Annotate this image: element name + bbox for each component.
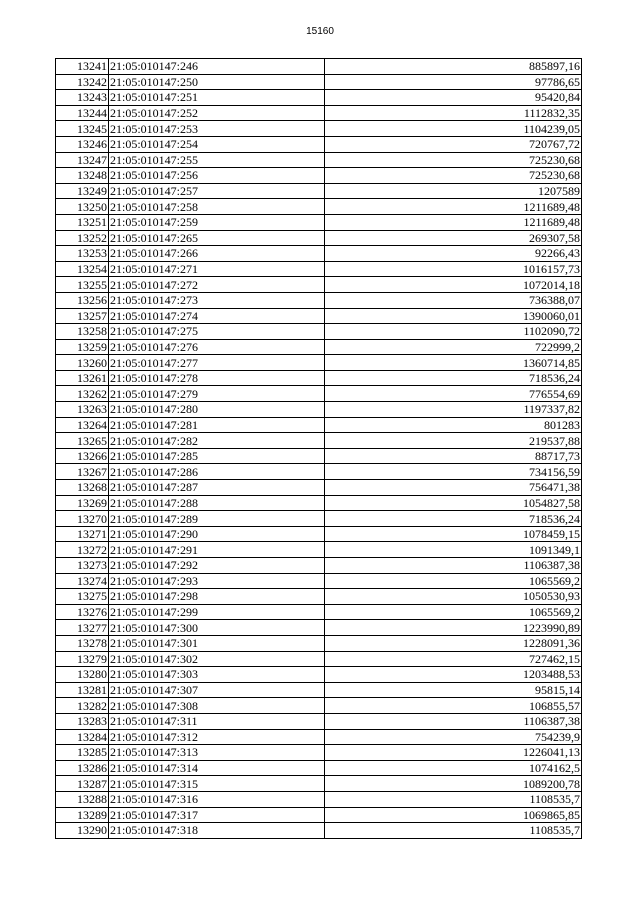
cadastral-number-cell: 21:05:010147:318 <box>109 823 325 839</box>
cadastral-value-cell: 1207589 <box>325 183 582 199</box>
cadastral-number-cell: 21:05:010147:303 <box>109 667 325 683</box>
cadastral-number-cell: 21:05:010147:252 <box>109 105 325 121</box>
cadastral-number-cell: 21:05:010147:251 <box>109 90 325 106</box>
cadastral-number-cell: 21:05:010147:286 <box>109 464 325 480</box>
row-number-cell: 13251 <box>56 214 109 230</box>
table-row <box>56 542 582 558</box>
table-row <box>56 745 582 761</box>
cadastral-value-cell: 1228091,36 <box>325 635 582 651</box>
table-row <box>56 261 582 277</box>
cadastral-number-cell: 21:05:010147:312 <box>109 729 325 745</box>
cadastral-value-cell: 727462,15 <box>325 651 582 667</box>
cadastral-value-cell: 1203488,53 <box>325 667 582 683</box>
cadastral-value-cell: 1050530,93 <box>325 589 582 605</box>
table-row <box>56 511 582 527</box>
cadastral-value-cell: 718536,24 <box>325 511 582 527</box>
table-row <box>56 402 582 418</box>
cadastral-number-cell: 21:05:010147:287 <box>109 480 325 496</box>
table-row <box>56 760 582 776</box>
table-row <box>56 698 582 714</box>
cadastral-value-cell: 1108535,7 <box>325 823 582 839</box>
cadastral-number-cell: 21:05:010147:250 <box>109 74 325 90</box>
cadastral-value-cell: 1069865,85 <box>325 807 582 823</box>
cadastral-number-cell: 21:05:010147:257 <box>109 183 325 199</box>
table-row <box>56 339 582 355</box>
row-number-cell: 13276 <box>56 604 109 620</box>
cadastral-value-cell: 1016157,73 <box>325 261 582 277</box>
cadastral-value-cell: 219537,88 <box>325 433 582 449</box>
cadastral-number-cell: 21:05:010147:317 <box>109 807 325 823</box>
cadastral-value-cell: 801283 <box>325 417 582 433</box>
table-row <box>56 370 582 386</box>
table-row <box>56 651 582 667</box>
row-number-cell: 13274 <box>56 573 109 589</box>
cadastral-number-cell: 21:05:010147:282 <box>109 433 325 449</box>
row-number-cell: 13261 <box>56 370 109 386</box>
cadastral-value-cell: 1072014,18 <box>325 277 582 293</box>
cadastral-number-cell: 21:05:010147:276 <box>109 339 325 355</box>
cadastral-value-cell: 1211689,48 <box>325 199 582 215</box>
cadastral-number-cell: 21:05:010147:266 <box>109 246 325 262</box>
cadastral-value-cell: 1360714,85 <box>325 355 582 371</box>
row-number-cell: 13263 <box>56 402 109 418</box>
row-number-cell: 13278 <box>56 635 109 651</box>
cadastral-number-cell: 21:05:010147:279 <box>109 386 325 402</box>
table-row <box>56 90 582 106</box>
cadastral-value-cell: 885897,16 <box>325 59 582 75</box>
table-row <box>56 448 582 464</box>
cadastral-value-cell: 1390060,01 <box>325 308 582 324</box>
cadastral-value-cell: 95420,84 <box>325 90 582 106</box>
row-number-cell: 13283 <box>56 713 109 729</box>
cadastral-number-cell: 21:05:010147:292 <box>109 558 325 574</box>
cadastral-number-cell: 21:05:010147:308 <box>109 698 325 714</box>
cadastral-value-cell: 95815,14 <box>325 682 582 698</box>
cadastral-number-cell: 21:05:010147:298 <box>109 589 325 605</box>
table-row <box>56 324 582 340</box>
row-number-cell: 13273 <box>56 558 109 574</box>
cadastral-number-cell: 21:05:010147:277 <box>109 355 325 371</box>
row-number-cell: 13259 <box>56 339 109 355</box>
cadastral-value-cell: 1106387,38 <box>325 713 582 729</box>
row-number-cell: 13282 <box>56 698 109 714</box>
cadastral-number-cell: 21:05:010147:271 <box>109 261 325 277</box>
cadastral-value-cell: 720767,72 <box>325 136 582 152</box>
cadastral-number-cell: 21:05:010147:314 <box>109 760 325 776</box>
cadastral-value-cell: 1226041,13 <box>325 745 582 761</box>
cadastral-number-cell: 21:05:010147:300 <box>109 620 325 636</box>
row-number-cell: 13243 <box>56 90 109 106</box>
cadastral-value-cell: 1089200,78 <box>325 776 582 792</box>
cadastral-value-cell: 725230,68 <box>325 152 582 168</box>
row-number-cell: 13258 <box>56 324 109 340</box>
table-body <box>56 59 582 839</box>
row-number-cell: 13284 <box>56 729 109 745</box>
row-number-cell: 13250 <box>56 199 109 215</box>
table-row <box>56 74 582 90</box>
table-row <box>56 464 582 480</box>
cadastral-number-cell: 21:05:010147:274 <box>109 308 325 324</box>
row-number-cell: 13290 <box>56 823 109 839</box>
row-number-cell: 13242 <box>56 74 109 90</box>
table-row <box>56 558 582 574</box>
table-row <box>56 495 582 511</box>
cadastral-number-cell: 21:05:010147:253 <box>109 121 325 137</box>
table-row <box>56 791 582 807</box>
row-number-cell: 13246 <box>56 136 109 152</box>
cadastral-value-cell: 97786,65 <box>325 74 582 90</box>
cadastral-value-cell: 1074162,5 <box>325 760 582 776</box>
cadastral-value-cell: 1102090,72 <box>325 324 582 340</box>
table-row <box>56 230 582 246</box>
row-number-cell: 13289 <box>56 807 109 823</box>
cadastral-value-cell: 725230,68 <box>325 168 582 184</box>
table-row <box>56 121 582 137</box>
row-number-cell: 13270 <box>56 511 109 527</box>
table-row <box>56 105 582 121</box>
cadastral-value-cell: 722999,2 <box>325 339 582 355</box>
cadastral-value-cell: 1223990,89 <box>325 620 582 636</box>
cadastral-value-cell: 1108535,7 <box>325 791 582 807</box>
table-row <box>56 355 582 371</box>
cadastral-value-cell: 734156,59 <box>325 464 582 480</box>
row-number-cell: 13247 <box>56 152 109 168</box>
cadastral-value-cell: 88717,73 <box>325 448 582 464</box>
row-number-cell: 13279 <box>56 651 109 667</box>
table-row <box>56 136 582 152</box>
cadastral-value-cell: 1112832,35 <box>325 105 582 121</box>
cadastral-value-cell: 776554,69 <box>325 386 582 402</box>
row-number-cell: 13271 <box>56 526 109 542</box>
row-number-cell: 13275 <box>56 589 109 605</box>
row-number-cell: 13269 <box>56 495 109 511</box>
cadastral-number-cell: 21:05:010147:301 <box>109 635 325 651</box>
table-row <box>56 604 582 620</box>
row-number-cell: 13249 <box>56 183 109 199</box>
row-number-cell: 13262 <box>56 386 109 402</box>
cadastral-value-cell: 106855,57 <box>325 698 582 714</box>
table-row <box>56 246 582 262</box>
table-row <box>56 635 582 651</box>
row-number-cell: 13245 <box>56 121 109 137</box>
cadastral-value-cell: 754239,9 <box>325 729 582 745</box>
row-number-cell: 13280 <box>56 667 109 683</box>
cadastral-number-cell: 21:05:010147:275 <box>109 324 325 340</box>
row-number-cell: 13266 <box>56 448 109 464</box>
row-number-cell: 13268 <box>56 480 109 496</box>
table-row <box>56 277 582 293</box>
table-row <box>56 776 582 792</box>
cadastral-number-cell: 21:05:010147:313 <box>109 745 325 761</box>
cadastral-number-cell: 21:05:010147:311 <box>109 713 325 729</box>
row-number-cell: 13285 <box>56 745 109 761</box>
row-number-cell: 13277 <box>56 620 109 636</box>
cadastral-number-cell: 21:05:010147:302 <box>109 651 325 667</box>
table-row <box>56 183 582 199</box>
cadastral-value-cell: 718536,24 <box>325 370 582 386</box>
row-number-cell: 13281 <box>56 682 109 698</box>
cadastral-number-cell: 21:05:010147:246 <box>109 59 325 75</box>
row-number-cell: 13256 <box>56 292 109 308</box>
table-row <box>56 152 582 168</box>
row-number-cell: 13257 <box>56 308 109 324</box>
table-row <box>56 682 582 698</box>
cadastral-number-cell: 21:05:010147:255 <box>109 152 325 168</box>
row-number-cell: 13244 <box>56 105 109 121</box>
cadastral-value-cell: 1078459,15 <box>325 526 582 542</box>
row-number-cell: 13265 <box>56 433 109 449</box>
row-number-cell: 13248 <box>56 168 109 184</box>
cadastral-value-table <box>55 58 582 839</box>
row-number-cell: 13264 <box>56 417 109 433</box>
cadastral-number-cell: 21:05:010147:281 <box>109 417 325 433</box>
cadastral-value-cell: 269307,58 <box>325 230 582 246</box>
table-row <box>56 433 582 449</box>
row-number-cell: 13255 <box>56 277 109 293</box>
cadastral-value-cell: 92266,43 <box>325 246 582 262</box>
cadastral-number-cell: 21:05:010147:254 <box>109 136 325 152</box>
table-row <box>56 292 582 308</box>
cadastral-number-cell: 21:05:010147:285 <box>109 448 325 464</box>
cadastral-number-cell: 21:05:010147:288 <box>109 495 325 511</box>
cadastral-number-cell: 21:05:010147:273 <box>109 292 325 308</box>
cadastral-number-cell: 21:05:010147:256 <box>109 168 325 184</box>
row-number-cell: 13272 <box>56 542 109 558</box>
cadastral-number-cell: 21:05:010147:291 <box>109 542 325 558</box>
cadastral-value-cell: 1054827,58 <box>325 495 582 511</box>
table-row <box>56 667 582 683</box>
table-row <box>56 729 582 745</box>
table-row <box>56 168 582 184</box>
cadastral-number-cell: 21:05:010147:258 <box>109 199 325 215</box>
cadastral-number-cell: 21:05:010147:272 <box>109 277 325 293</box>
cadastral-number-cell: 21:05:010147:307 <box>109 682 325 698</box>
row-number-cell: 13252 <box>56 230 109 246</box>
cadastral-number-cell: 21:05:010147:299 <box>109 604 325 620</box>
table-row <box>56 713 582 729</box>
table-row <box>56 417 582 433</box>
table-row <box>56 59 582 75</box>
table-row <box>56 573 582 589</box>
cadastral-value-cell: 1104239,05 <box>325 121 582 137</box>
table-row <box>56 823 582 839</box>
row-number-cell: 13260 <box>56 355 109 371</box>
cadastral-number-cell: 21:05:010147:280 <box>109 402 325 418</box>
table-row <box>56 386 582 402</box>
row-number-cell: 13286 <box>56 760 109 776</box>
cadastral-value-cell: 1091349,1 <box>325 542 582 558</box>
table-row <box>56 589 582 605</box>
row-number-cell: 13287 <box>56 776 109 792</box>
table-row <box>56 526 582 542</box>
table-row <box>56 214 582 230</box>
page-number: 15160 <box>306 26 334 37</box>
table-row <box>56 480 582 496</box>
cadastral-number-cell: 21:05:010147:289 <box>109 511 325 527</box>
row-number-cell: 13241 <box>56 59 109 75</box>
cadastral-number-cell: 21:05:010147:293 <box>109 573 325 589</box>
table-row <box>56 807 582 823</box>
table-row <box>56 620 582 636</box>
cadastral-number-cell: 21:05:010147:316 <box>109 791 325 807</box>
row-number-cell: 13254 <box>56 261 109 277</box>
cadastral-number-cell: 21:05:010147:278 <box>109 370 325 386</box>
cadastral-number-cell: 21:05:010147:315 <box>109 776 325 792</box>
row-number-cell: 13288 <box>56 791 109 807</box>
cadastral-number-cell: 21:05:010147:290 <box>109 526 325 542</box>
cadastral-number-cell: 21:05:010147:259 <box>109 214 325 230</box>
cadastral-value-cell: 1197337,82 <box>325 402 582 418</box>
cadastral-value-cell: 1065569,2 <box>325 604 582 620</box>
table-row <box>56 199 582 215</box>
cadastral-value-cell: 1106387,38 <box>325 558 582 574</box>
row-number-cell: 13267 <box>56 464 109 480</box>
cadastral-value-cell: 1065569,2 <box>325 573 582 589</box>
row-number-cell: 13253 <box>56 246 109 262</box>
cadastral-value-cell: 736388,07 <box>325 292 582 308</box>
cadastral-number-cell: 21:05:010147:265 <box>109 230 325 246</box>
cadastral-value-cell: 756471,38 <box>325 480 582 496</box>
cadastral-value-cell: 1211689,48 <box>325 214 582 230</box>
table-row <box>56 308 582 324</box>
